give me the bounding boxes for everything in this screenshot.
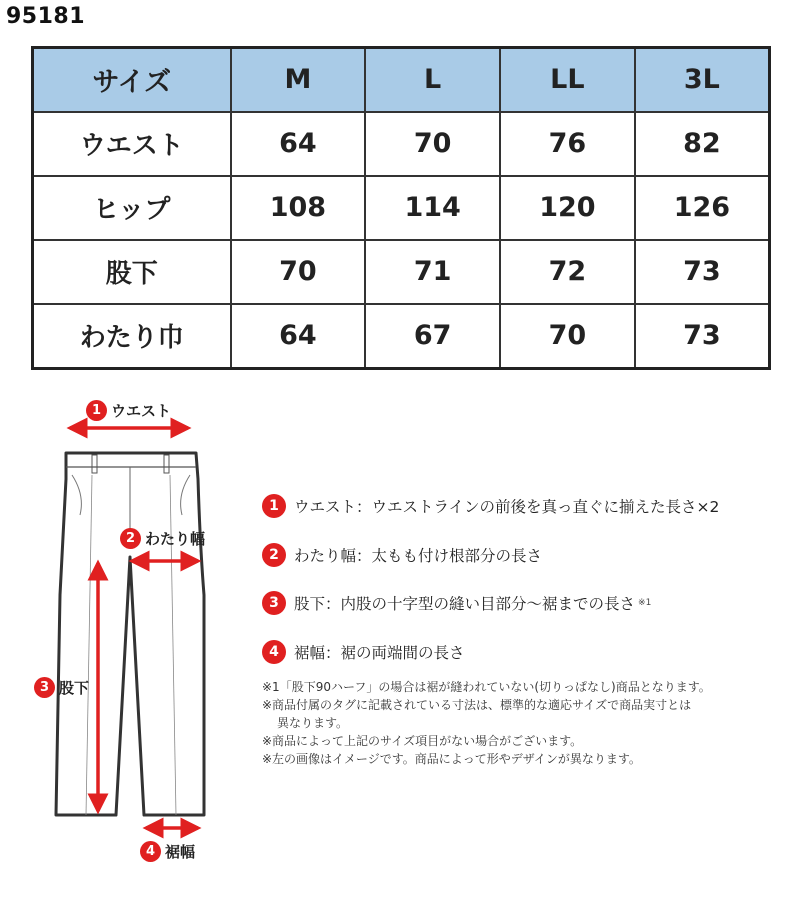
row-label-hip: ヒップ <box>33 176 231 240</box>
table-cell: 70 <box>231 240 366 304</box>
table-cell: 120 <box>500 176 635 240</box>
note-line: ※商品によって上記のサイズ項目がない場合がございます。 <box>262 734 583 748</box>
header-cell-m: M <box>231 48 366 112</box>
note-line: ※1「股下90ハーフ」の場合は裾が縫われていない(切りっぱなし)商品となります。 <box>262 680 711 694</box>
table-cell: 73 <box>635 240 770 304</box>
legend-term: わたり幅 <box>294 546 357 565</box>
table-row <box>33 176 770 240</box>
table-row <box>33 304 770 369</box>
number-badge: 1 <box>86 400 107 421</box>
row-label-thigh: わたり巾 <box>33 304 231 369</box>
legend-desc: ：ウエストラインの前後を真っ直ぐに揃えた長さ×2 <box>356 498 720 516</box>
legend-item-hem <box>262 640 782 664</box>
number-badge: 3 <box>34 677 55 698</box>
number-badge: 4 <box>140 841 161 862</box>
header-cell-3l: 3L <box>635 48 770 112</box>
row-label-inseam: 股下 <box>33 240 231 304</box>
pants-illustration <box>30 395 220 870</box>
legend-term: 裾幅 <box>294 643 326 662</box>
header-cell-ll: LL <box>500 48 635 112</box>
note-line: ※商品付属のタグに記載されている寸法は、標準的な適応サイズで商品実寸とは <box>262 698 692 712</box>
legend-desc: ：裾の両端間の長さ <box>325 643 465 662</box>
waist-label <box>86 400 171 421</box>
legend-item-inseam <box>262 591 782 615</box>
inseam-label-text: 股下 <box>59 679 90 697</box>
table-cell: 73 <box>635 304 770 369</box>
row-label-waist: ウエスト <box>33 112 231 176</box>
footnote-marker: ※1 <box>638 598 652 608</box>
table-cell: 76 <box>500 112 635 176</box>
product-code: 95181 <box>6 4 86 29</box>
measurement-legend <box>262 494 782 688</box>
hem-label-text: 裾幅 <box>165 843 196 861</box>
header-cell-size: サイズ <box>33 48 231 112</box>
note-line: 異なります。 <box>277 716 349 730</box>
table-row <box>33 112 770 176</box>
table-row <box>33 240 770 304</box>
legend-desc: ：内股の十字型の縫い目部分〜裾までの長さ <box>325 595 636 613</box>
table-cell: 70 <box>500 304 635 369</box>
table-cell: 82 <box>635 112 770 176</box>
number-badge: 2 <box>120 528 141 549</box>
table-cell: 64 <box>231 112 366 176</box>
size-table <box>31 46 771 370</box>
hem-label <box>140 841 195 862</box>
note-line: ※左の画像はイメージです。商品によって形やデザインが異なります。 <box>262 752 641 766</box>
table-cell: 126 <box>635 176 770 240</box>
header-cell-l: L <box>365 48 500 112</box>
legend-item-waist <box>262 494 782 518</box>
number-badge: 1 <box>262 494 286 518</box>
table-cell: 108 <box>231 176 366 240</box>
notes-block <box>262 678 782 768</box>
waist-label-text: ウエスト <box>111 402 172 420</box>
table-cell: 72 <box>500 240 635 304</box>
number-badge: 2 <box>262 543 286 567</box>
thigh-label <box>120 528 205 549</box>
number-badge: 4 <box>262 640 286 664</box>
number-badge: 3 <box>262 591 286 615</box>
table-cell: 114 <box>365 176 500 240</box>
inseam-label <box>34 677 89 698</box>
table-cell: 67 <box>365 304 500 369</box>
legend-term: 股下 <box>294 595 326 613</box>
table-cell: 64 <box>231 304 366 369</box>
table-cell: 71 <box>365 240 500 304</box>
legend-item-thigh <box>262 543 782 567</box>
table-cell: 70 <box>365 112 500 176</box>
size-table-header-row <box>33 48 770 112</box>
thigh-label-text: わたり幅 <box>145 530 206 548</box>
legend-desc: ：太もも付け根部分の長さ <box>356 546 543 565</box>
pants-diagram <box>30 395 220 870</box>
legend-term: ウエスト <box>294 498 357 516</box>
